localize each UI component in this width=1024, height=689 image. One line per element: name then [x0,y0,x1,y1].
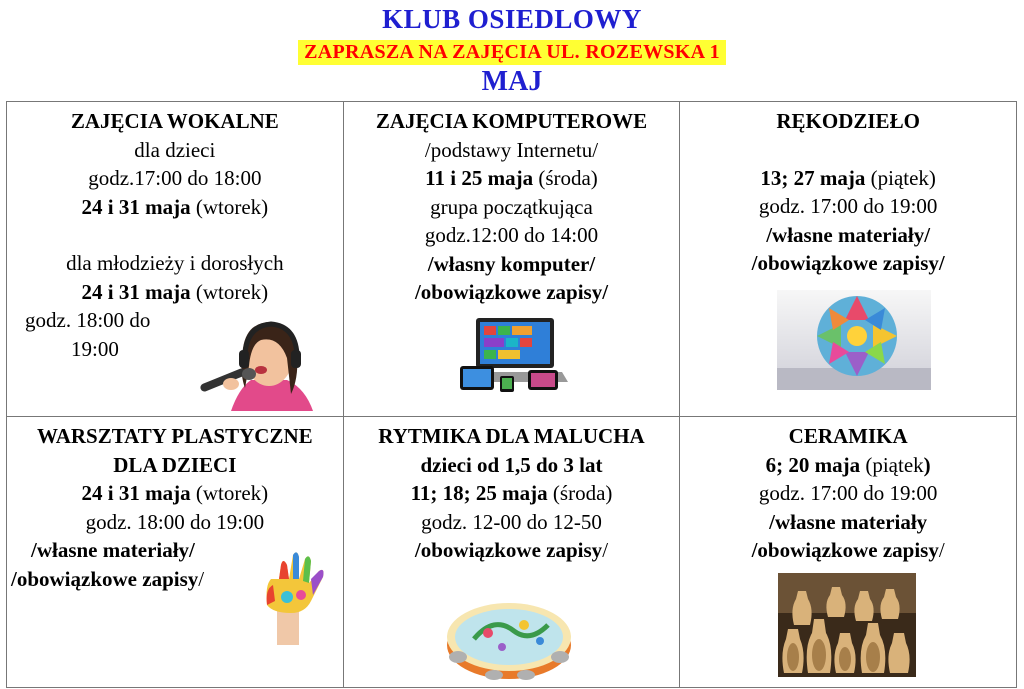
cell-line: dla dzieci [134,137,216,162]
singing-girl-image [191,318,317,411]
cell-handcraft [680,102,1017,417]
cell-line: dla młodzieży i dorosłych [66,251,284,275]
clay-pots-image [778,573,916,677]
tambourine-image [444,595,574,683]
cell-note: /obowiązkowe zapisy/ [414,280,609,304]
cell-line: godz. 17:00 do 19:00 [758,481,938,505]
cell-date: 24 i 31 maja (wtorek) [81,279,269,304]
origami-ball-image [777,290,931,390]
cell-line: godz. 12-00 do 12-50 [421,509,602,534]
cell-note: /obowiązkowe zapisy/ [414,538,609,562]
cell-line: godz. 18:00 do [25,308,151,332]
cell-date: 13; 27 maja (piątek) [760,165,936,190]
cell-line: godz. 18:00 do 19:00 [85,509,265,534]
computer-devices-image [458,316,568,394]
cell-vocal [7,102,344,417]
cell-rhythm [343,417,680,688]
cell-line: godz.17:00 do 18:00 [88,166,262,190]
table-row [7,417,1017,688]
cell-line: 19:00 [71,336,119,361]
cell-date: 24 i 31 maja (wtorek) [81,481,269,505]
month-heading: MAJ [481,66,543,97]
cell-line: dzieci od 1,5 do 3 lat [420,452,603,477]
subtitle-wrap [0,40,1024,65]
cell-title: DLA DZIECI [113,452,237,477]
cell-title: CERAMIKA [788,424,908,448]
painted-hand-image [251,545,329,645]
subtitle-highlight: ZAPRASZA NA ZAJĘCIA UL. ROZEWSKA 1 [298,40,726,65]
table-row [7,102,1017,417]
cell-note: /obowiązkowe zapisy/ [751,538,945,562]
cell-computer [343,102,680,417]
cell-title: WARSZTATY PLASTYCZNE [37,424,313,448]
cell-line: /podstawy Internetu/ [424,137,599,162]
cell-date: 11 i 25 maja (środa) [425,166,598,190]
cell-note: /obowiązkowe zapisy/ [751,251,945,275]
cell-note: /obowiązkowe zapisy/ [11,566,205,591]
cell-line: godz. 17:00 do 19:00 [758,194,938,218]
cell-title: ZAJĘCIA KOMPUTEROWE [375,109,648,133]
cell-note: /własny komputer/ [427,251,596,276]
cell-note: /własne materiały/ [31,538,195,562]
cell-art [7,417,344,688]
cell-note: /własne materiały/ [766,222,931,247]
cell-line: grupa początkująca [430,194,593,219]
schedule-table [6,101,1017,688]
cell-title: RĘKODZIEŁO [776,109,920,133]
cell-note: /własne materiały [769,509,928,534]
cell-date: 6; 20 maja (piątek) [765,452,931,477]
cell-line: godz.12:00 do 14:00 [424,223,599,247]
cell-title: RYTMIKA DLA MALUCHA [378,424,645,448]
cell-date: 11; 18; 25 maja (środa) [410,481,613,505]
cell-ceramics [680,417,1017,688]
page-title: KLUB OSIEDLOWY [382,4,642,34]
cell-title: ZAJĘCIA WOKALNE [70,109,279,133]
cell-date: 24 i 31 maja (wtorek) [81,194,269,219]
